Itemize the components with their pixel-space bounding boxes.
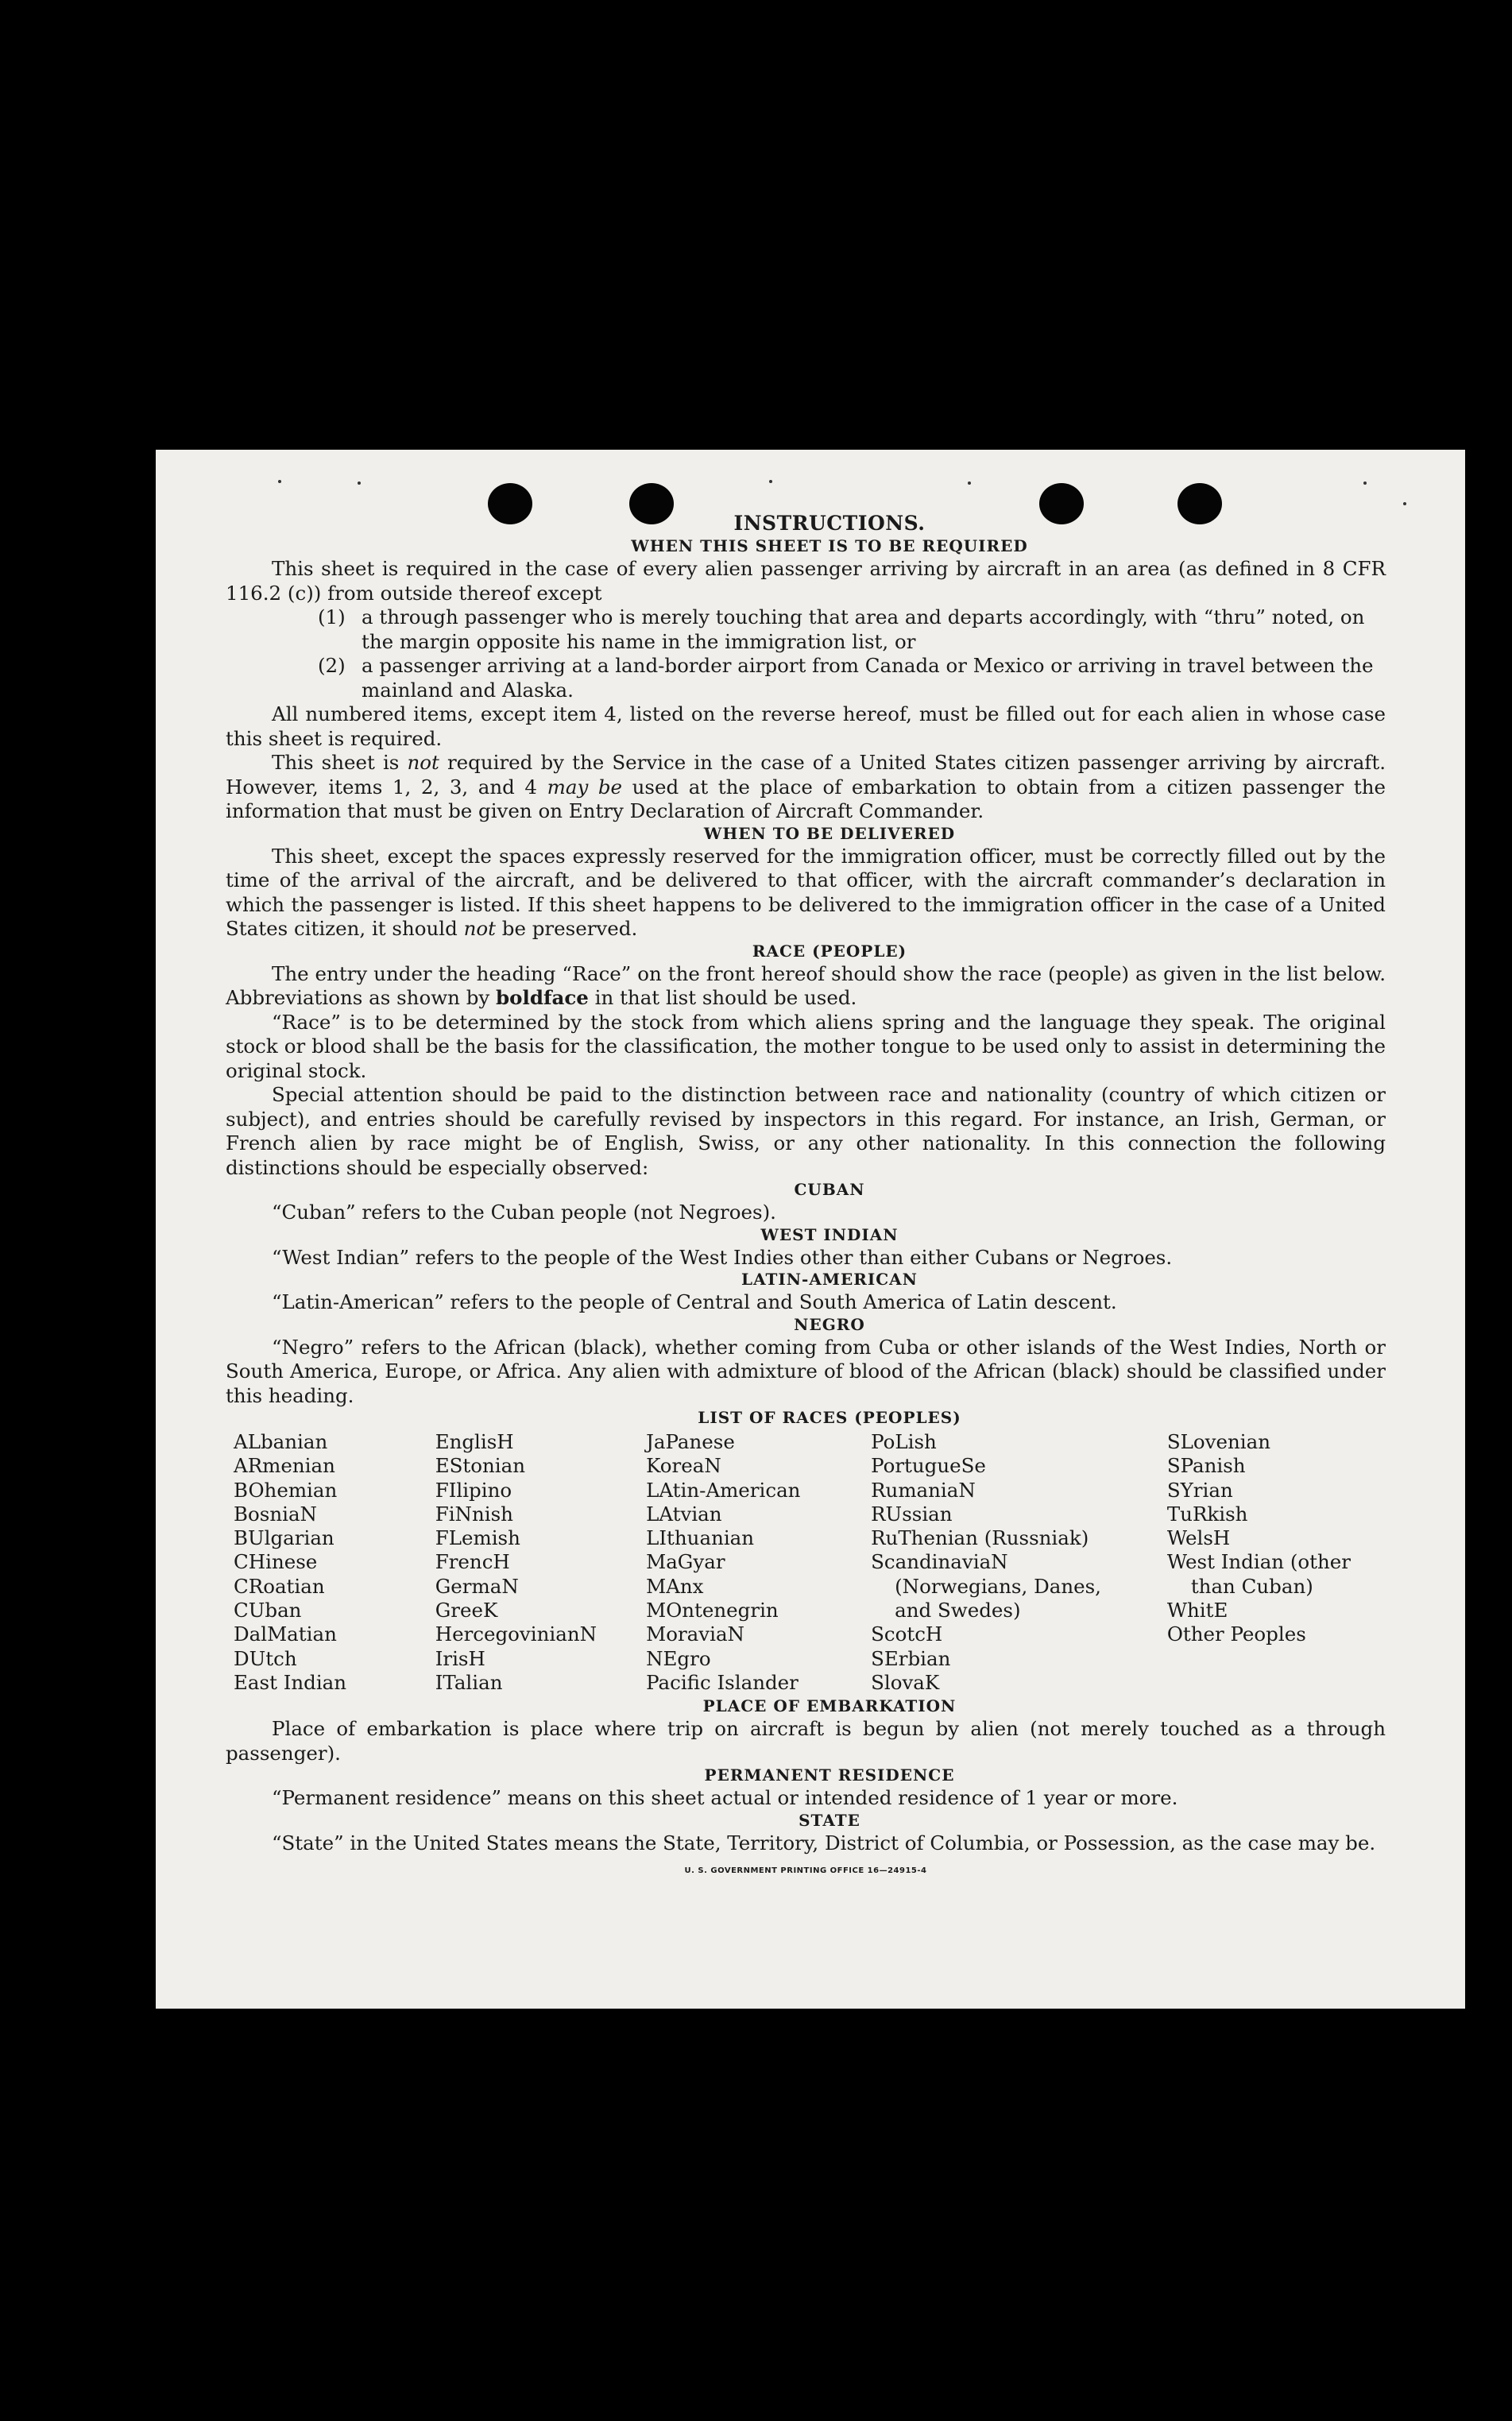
speck xyxy=(769,480,772,483)
race-entry: FrencH xyxy=(435,1550,510,1574)
heading-place-of-embarkation: PLACE OF EMBARKATION xyxy=(702,1696,957,1716)
punch-hole-1 xyxy=(488,483,532,524)
paragraph: “Race” is to be determined by the stock from which aliens spring and the language they speak. The original stock or blood shall be the basis for the classification, the mother tongue to be used only to assist in determining the original stock. xyxy=(226,1010,1386,1082)
heading-race: RACE (PEOPLE) xyxy=(752,941,907,961)
race-entry: ScandinaviaN (Norwegians, Danes, and Swedes) xyxy=(871,1550,1101,1622)
race-entry: MoraviaN xyxy=(646,1622,744,1646)
races-table xyxy=(234,1430,1386,1695)
races-column-1 xyxy=(234,1430,435,1695)
race-entry: CHinese xyxy=(234,1550,318,1574)
race-entry: MOntenegrin xyxy=(646,1599,779,1622)
race-entry: LAtin-American xyxy=(646,1478,801,1502)
race-entry: BOhemian xyxy=(234,1478,338,1502)
text-run: may be xyxy=(547,775,623,799)
text-run: be preserved. xyxy=(495,917,638,940)
paragraph: “Cuban” refers to the Cuban people (not Negroes). xyxy=(272,1201,776,1224)
text-run: used at the place of embarkation to obtain from a citizen passenger the information that must be given on Entry Declaration of Aircraft Commander. xyxy=(226,775,1386,822)
race-entry: RUssian xyxy=(871,1502,953,1526)
race-entry: SErbian xyxy=(871,1646,951,1670)
heading-when-delivered: WHEN TO BE DELIVERED xyxy=(703,823,956,843)
race-entry: IrisH xyxy=(435,1646,485,1670)
race-entry: SYrian xyxy=(1166,1478,1233,1502)
race-entry: West Indian (other than Cuban) xyxy=(1166,1550,1352,1598)
text-run: The entry under the heading “Race” on the front hereof should show the race (people) as given in the list below. Abbreviations as shown by xyxy=(226,961,1386,1009)
race-entry: JaPanese xyxy=(646,1430,735,1453)
speck xyxy=(1363,481,1367,485)
printer-imprint: U. S. GOVERNMENT PRINTING OFFICE 16—24915-4 xyxy=(684,1866,927,1876)
paragraph: All numbered items, except item 4, listed on the reverse hereof, must be filled out for each alien in whose case this sheet is required. xyxy=(226,702,1386,750)
race-entry: FIlipino xyxy=(435,1478,512,1502)
race-entry: SPanish xyxy=(1166,1454,1246,1478)
race-entry: PoLish xyxy=(871,1430,937,1453)
text-run: in that list should be used. xyxy=(588,986,857,1009)
heading-west-indian: WEST INDIAN xyxy=(760,1224,899,1244)
race-entry: PortugueSe xyxy=(871,1454,986,1478)
race-entry: FiNnish xyxy=(435,1502,513,1526)
race-entry: ALbanian xyxy=(234,1430,328,1453)
races-column-2 xyxy=(435,1430,646,1695)
paragraph: Place of embarkation is place where trip on aircraft is begun by alien (not merely touched as a through passenger). xyxy=(226,1717,1386,1765)
race-entry: KoreaN xyxy=(646,1454,721,1478)
races-column-3 xyxy=(646,1430,871,1695)
text-run: boldface xyxy=(496,986,589,1009)
heading-when-required: WHEN THIS SHEET IS TO BE REQUIRED xyxy=(631,536,1028,555)
race-entry: NEgro xyxy=(646,1646,711,1670)
race-entry: MaGyar xyxy=(646,1550,725,1574)
race-entry: LIthuanian xyxy=(646,1526,755,1550)
text-run: required by the Service in the case of a United States citizen passenger arriving by aircraft. However, items 1, 2, 3, and 4 xyxy=(226,751,1386,799)
paragraph xyxy=(226,845,1386,942)
race-entry: EnglisH xyxy=(435,1430,514,1453)
race-entry: RumaniaN xyxy=(871,1478,976,1502)
race-entry: ITalian xyxy=(435,1670,503,1694)
text-run: This sheet is xyxy=(272,751,408,774)
punch-hole-2 xyxy=(629,483,674,524)
race-entry: BUlgarian xyxy=(234,1526,334,1550)
race-entry: Pacific Islander xyxy=(646,1670,799,1694)
race-entry: RuThenian (Russniak) xyxy=(871,1526,1089,1550)
text-run: This sheet, except the spaces expressly reserved for the immigration officer, must be correctly filled out by the time of the arrival of the aircraft, and be delivered to that officer, with the aircraft commander’s declaration in which the passenger is listed. If this sheet happens to be delivered to the immigration officer in the case of a United States citizen, it should xyxy=(226,844,1386,940)
race-entry: GreeK xyxy=(435,1599,498,1622)
item-number: (1) xyxy=(318,605,346,628)
heading-negro: NEGRO xyxy=(794,1314,865,1334)
page-title: INSTRUCTIONS. xyxy=(733,512,926,535)
item-number: (2) xyxy=(318,654,346,677)
races-column-4 xyxy=(871,1430,1104,1695)
paragraph xyxy=(226,751,1386,824)
punch-hole-4 xyxy=(1178,483,1222,524)
race-entry: ScotcH xyxy=(871,1622,943,1646)
list-item xyxy=(226,605,1386,654)
race-entry: CRoatian xyxy=(234,1574,325,1598)
speck xyxy=(278,480,281,483)
race-entry: ARmenian xyxy=(234,1454,335,1478)
race-entry: DUtch xyxy=(234,1646,297,1670)
instruction-sheet xyxy=(156,450,1465,2009)
heading-permanent-residence: PERMANENT RESIDENCE xyxy=(704,1765,955,1785)
text-run: not xyxy=(407,751,439,774)
race-entry: CUban xyxy=(234,1599,302,1622)
race-entry: TuRkish xyxy=(1166,1502,1248,1526)
races-column-5 xyxy=(1104,1430,1386,1695)
race-entry: BosniaN xyxy=(234,1502,317,1526)
paragraph: “State” in the United States means the State, Territory, District of Columbia, or Possession, as the case may be. xyxy=(272,1831,1376,1854)
race-entry: WhitE xyxy=(1166,1599,1228,1622)
race-entry: SLovenian xyxy=(1166,1430,1270,1453)
heading-cuban: CUBAN xyxy=(794,1180,865,1199)
paragraph: Special attention should be paid to the distinction between race and nationality (country of which citizen or subject), and entries should be carefully revised by inspectors in this regard. For instance, an Irish, German, or French alien by race might be of English, Swiss, or any other nationality. In this connection the following distinctions should be especially observed: xyxy=(226,1083,1386,1179)
heading-state: STATE xyxy=(799,1810,860,1830)
paragraph: “West Indian” refers to the people of the West Indies other than either Cubans or Negroes. xyxy=(272,1245,1173,1269)
race-entry: Other Peoples xyxy=(1166,1622,1306,1646)
race-entry: LAtvian xyxy=(646,1502,722,1526)
paragraph: “Latin-American” refers to the people of Central and South America of Latin descent. xyxy=(272,1290,1117,1313)
item-text: a passenger arriving at a land-border airport from Canada or Mexico or arriving in travel between the mainland and Alaska. xyxy=(362,654,1374,702)
race-entry: EStonian xyxy=(435,1454,525,1478)
paragraph xyxy=(226,962,1386,1011)
race-entry: GermaN xyxy=(435,1574,519,1598)
speck xyxy=(968,481,971,485)
race-entry: SlovaK xyxy=(871,1670,940,1694)
list-item xyxy=(226,654,1386,702)
heading-latin-american: LATIN-AMERICAN xyxy=(741,1270,918,1289)
race-entry: WelsH xyxy=(1166,1526,1231,1550)
heading-list-of-races: LIST OF RACES (PEOPLES) xyxy=(698,1408,961,1427)
race-entry: DalMatian xyxy=(234,1622,337,1646)
race-entry: MAnx xyxy=(646,1574,704,1598)
paragraph: This sheet is required in the case of every alien passenger arriving by aircraft in an area (as defined in 8 CFR 116.2 (c)) from outside thereof except xyxy=(226,557,1386,605)
item-text: a through passenger who is merely touching that area and departs accordingly, with “thru” noted, on the margin opposite his name in the immigration list, or xyxy=(362,605,1365,653)
text-run: not xyxy=(463,917,496,940)
race-entry: HercegovinianN xyxy=(435,1622,597,1646)
paragraph: “Permanent residence” means on this sheet actual or intended residence of 1 year or more. xyxy=(272,1786,1178,1810)
speck xyxy=(358,481,361,485)
punch-hole-3 xyxy=(1039,483,1084,524)
race-entry: FLemish xyxy=(435,1526,520,1550)
race-entry: East Indian xyxy=(234,1670,347,1694)
speck xyxy=(1403,502,1406,505)
paragraph: “Negro” refers to the African (black), whether coming from Cuba or other islands of the West Indies, North or South America, Europe, or Africa. Any alien with admixture of blood of the African (black) should be classified under this heading. xyxy=(226,1335,1386,1407)
